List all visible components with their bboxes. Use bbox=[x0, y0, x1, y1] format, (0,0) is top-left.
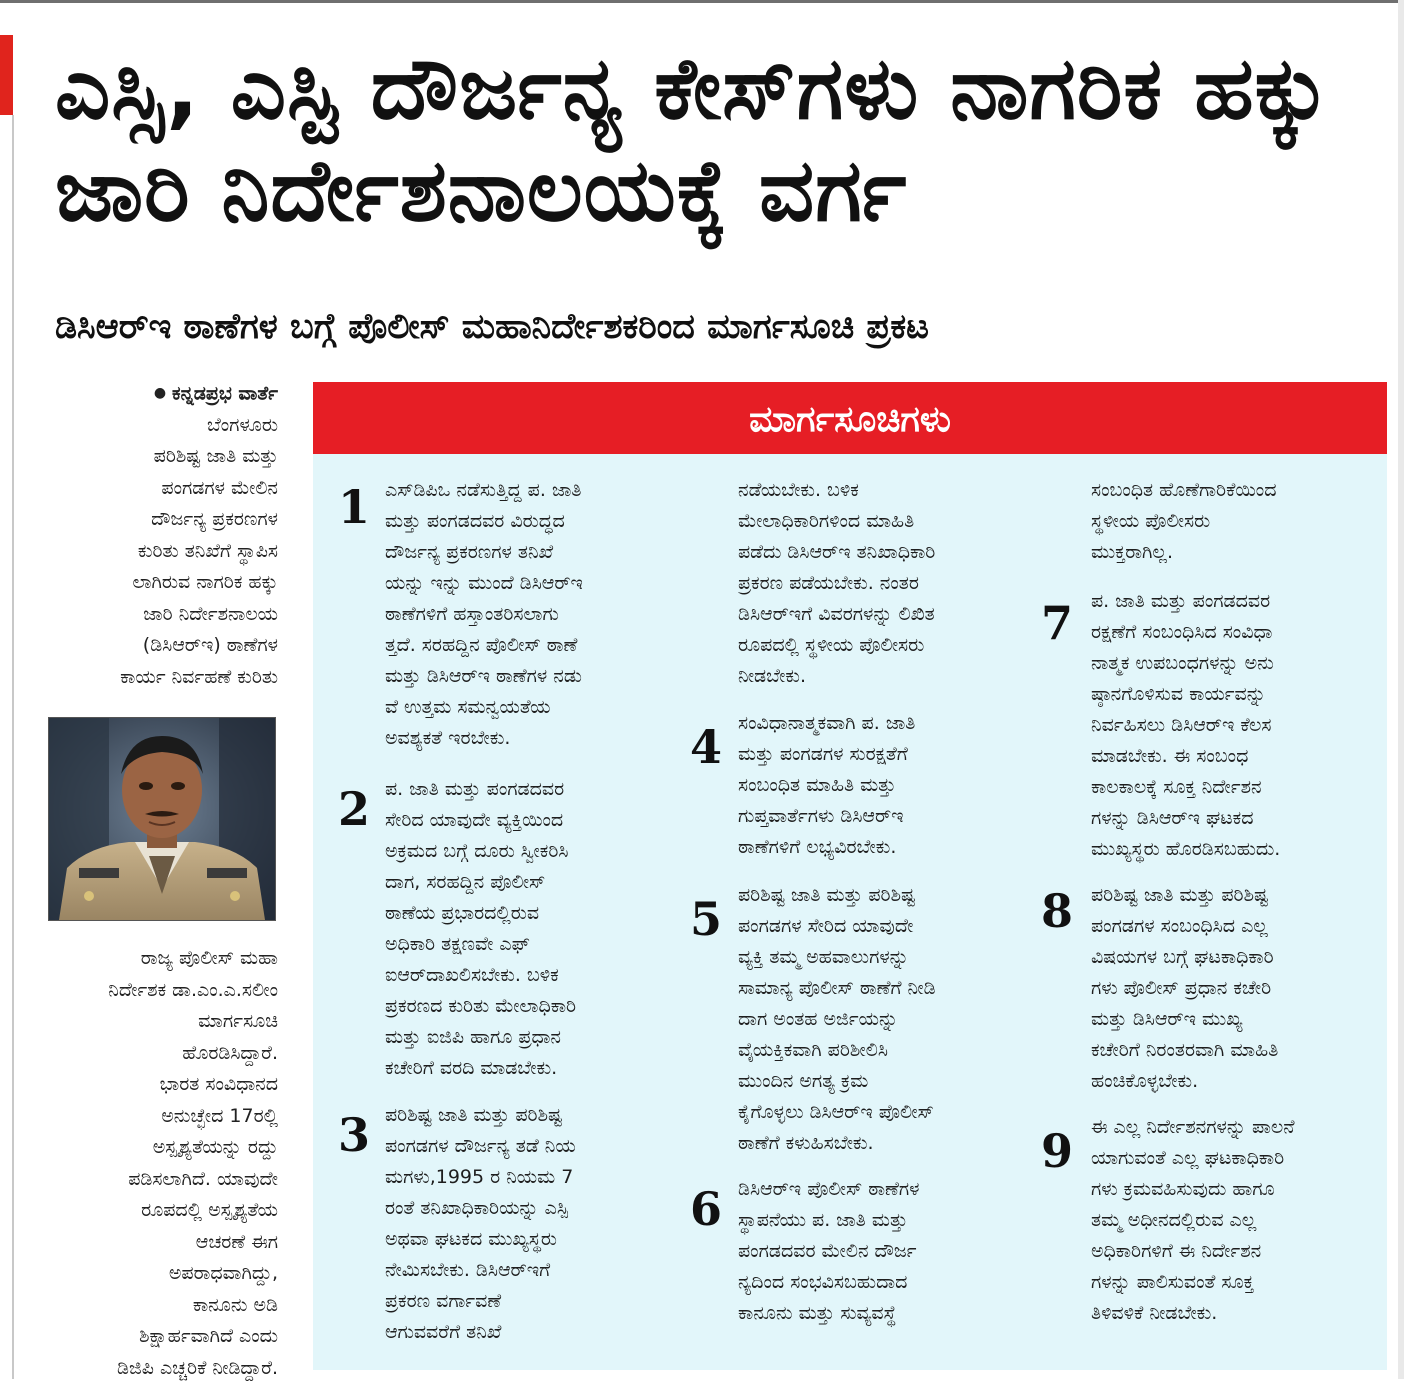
page-edge bbox=[1398, 0, 1404, 1379]
body-column bbox=[40, 943, 278, 1384]
headline: ಎಸ್ಸಿ, ಎಸ್ಟಿ ದೌರ್ಜನ್ಯ ಕೇಸ್‌ಗಳು ನಾಗರಿಕ ಹಕ್ಕು ಜಾರಿ ನಿರ್ದೇಶನಾಲಯಕ್ಕೆ ವರ್ಗ bbox=[55, 38, 1385, 242]
guideline-number: 1 bbox=[338, 482, 370, 532]
guideline-number: 8 bbox=[1041, 886, 1073, 936]
guideline-text: ಪರಿಶಿಷ್ಟ ಜಾತಿ ಮತ್ತು ಪರಿಶಿಷ್ಟ ಪಂಗಡಗಳ ದೌರ್ಜನ್ಯ ತಡೆ ನಿಯ ಮಗಳು,1995 ರ ನಿಯಮ 7 ರಂತೆ ತನಿಖಾಧಿಕಾರಿಯನ್ನು ಎಸ್ಪಿ ಅಥವಾ ಘಟಕದ ಮುಖ್ಯಸ್ಥರು ನೇಮಿಸಬೇಕು. ಡಿಸಿಆರ್‌ಇಗೆ ಪ್ರಕರಣ ವರ್ಗಾವಣೆ ಆಗುವವರೆಗೆ ತನಿಖೆ bbox=[385, 1100, 675, 1348]
bullet-icon: ● bbox=[154, 385, 166, 401]
left-margin-rule bbox=[12, 115, 14, 1379]
intro-line: ಪರಿಶಿಷ್ಟ ಜಾತಿ ಮತ್ತು bbox=[40, 441, 278, 473]
intro-text bbox=[40, 441, 278, 693]
body-line: ರಾಜ್ಯ ಪೊಲೀಸ್ ಮಹಾ bbox=[40, 943, 278, 975]
guideline-text: ಪರಿಶಿಷ್ಟ ಜಾತಿ ಮತ್ತು ಪರಿಶಿಷ್ಟ ಪಂಗಡಗಳ ಸೇರಿದ ಯಾವುದೇ ವ್ಯಕ್ತಿ ತಮ್ಮ ಅಹವಾಲುಗಳನ್ನು ಸಾಮಾನ್ಯ ಪೊಲೀಸ್ ಠಾಣೆಗೆ ನೀಡಿ ದಾಗ ಅಂತಹ ಅರ್ಜಿಯನ್ನು ವೈಯಕ್ತಿಕವಾಗಿ ಪರಿಶೀಲಿಸಿ ಮುಂದಿನ ಅಗತ್ಯ ಕ್ರಮ ಕೈಗೊಳ್ಳಲು ಡಿಸಿಆರ್‌ಇ ಪೊಲೀಸ್ ಠಾಣೆಗೆ ಕಳುಹಿಸಬೇಕು. bbox=[738, 880, 1028, 1159]
guidelines-box bbox=[313, 382, 1387, 1370]
guideline-number: 6 bbox=[690, 1184, 722, 1234]
body-line: ರೂಪದಲ್ಲಿ ಅಸ್ಪೃಶ್ಯತೆಯ bbox=[40, 1195, 278, 1227]
intro-line: ಲಾಗಿರುವ ನಾಗರಿಕ ಹಕ್ಕು bbox=[40, 567, 278, 599]
body-line: ಆಚರಣೆ ಈಗ bbox=[40, 1227, 278, 1259]
intro-line: ದೌರ್ಜನ್ಯ ಪ್ರಕರಣಗಳ bbox=[40, 504, 278, 536]
guideline-number: 3 bbox=[338, 1110, 370, 1160]
guidelines-title: ಮಾರ್ಗಸೂಚಿಗಳು bbox=[313, 382, 1387, 454]
intro-column bbox=[40, 378, 278, 693]
body-line: ಪಡಿಸಲಾಗಿದೆ. ಯಾವುದೇ bbox=[40, 1164, 278, 1196]
guideline-text: ಪರಿಶಿಷ್ಟ ಜಾತಿ ಮತ್ತು ಪರಿಶಿಷ್ಟ ಪಂಗಡಗಳ ಸಂಬಂಧಿಸಿದ ಎಲ್ಲ ವಿಷಯಗಳ ಬಗ್ಗೆ ಘಟಕಾಧಿಕಾರಿ ಗಳು ಪೊಲೀಸ್ ಪ್ರಧಾನ ಕಚೇರಿ ಮತ್ತು ಡಿಸಿಆರ್‌ಇ ಮುಖ್ಯ ಕಚೇರಿಗೆ ನಿರಂತರವಾಗಿ ಮಾಹಿತಿ ಹಂಚಿಕೊಳ್ಳಬೇಕು. bbox=[1091, 880, 1381, 1097]
guideline-number: 5 bbox=[690, 894, 722, 944]
dateline: ಬೆಂಗಳೂರು bbox=[40, 410, 278, 442]
intro-line: ಜಾರಿ ನಿರ್ದೇಶನಾಲಯ bbox=[40, 599, 278, 631]
body-line: ಮಾರ್ಗಸೂಚಿ bbox=[40, 1006, 278, 1038]
guideline-number: 7 bbox=[1041, 598, 1073, 648]
body-line: ಭಾರತ ಸಂವಿಧಾನದ bbox=[40, 1069, 278, 1101]
body-line: ಡಿಜಿಪಿ ಎಚ್ಚರಿಕೆ ನೀಡಿದ್ದಾರೆ. bbox=[40, 1353, 278, 1384]
guideline-text: ಪ. ಜಾತಿ ಮತ್ತು ಪಂಗಡದವರ ರಕ್ಷಣೆಗೆ ಸಂಬಂಧಿಸಿದ ಸಂವಿಧಾ ನಾತ್ಮಕ ಉಪಬಂಧಗಳನ್ನು ಅನು ಷ್ಠಾನಗೊಳಿಸುವ ಕಾರ್ಯವನ್ನು ನಿರ್ವಹಿಸಲು ಡಿಸಿಆರ್‌ಇ ಕೆಲಸ ಮಾಡಬೇಕು. ಈ ಸಂಬಂಧ ಕಾಲಕಾಲಕ್ಕೆ ಸೂಕ್ತ ನಿರ್ದೇಶನ ಗಳನ್ನು ಡಿಸಿಆರ್‌ಇ ಘಟಕದ ಮುಖ್ಯಸ್ಥರು ಹೊರಡಿಸಬಹುದು. bbox=[1091, 586, 1381, 865]
guideline-number: 9 bbox=[1041, 1126, 1073, 1176]
body-line: ಶಿಕ್ಷಾರ್ಹವಾಗಿದೆ ಎಂದು bbox=[40, 1321, 278, 1353]
section-marker bbox=[0, 35, 13, 115]
body-line: ಅನುಚ್ಛೇದ 17ರಲ್ಲಿ bbox=[40, 1101, 278, 1133]
intro-line: (ಡಿಸಿಆರ್‌ಇ) ಠಾಣೆಗಳ bbox=[40, 630, 278, 662]
guideline-number: 4 bbox=[690, 722, 722, 772]
body-line: ಕಾನೂನು ಅಡಿ bbox=[40, 1290, 278, 1322]
subheadline: ಡಿಸಿಆರ್‌ಇ ಠಾಣೆಗಳ ಬಗ್ಗೆ ಪೊಲೀಸ್ ಮಹಾನಿರ್ದೇಶಕರಿಂದ ಮಾರ್ಗಸೂಚಿ ಪ್ರಕಟ bbox=[55, 298, 1385, 356]
intro-line: ಕಾರ್ಯ ನಿರ್ವಹಣೆ ಕುರಿತು bbox=[40, 662, 278, 694]
body-text bbox=[40, 943, 278, 1384]
guideline-text: ಎಸ್‌ಡಿಪಿಒ ನಡೆಸುತ್ತಿದ್ದ ಪ. ಜಾತಿ ಮತ್ತು ಪಂಗಡದವರ ವಿರುದ್ಧದ ದೌರ್ಜನ್ಯ ಪ್ರಕರಣಗಳ ತನಿಖೆ ಯನ್ನು ಇನ್ನು ಮುಂದೆ ಡಿಸಿಆರ್‌ಇ ಠಾಣೆಗಳಿಗೆ ಹಸ್ತಾಂತರಿಸಲಾಗು ತ್ತದೆ. ಸರಹದ್ದಿನ ಪೊಲೀಸ್ ಠಾಣೆ ಮತ್ತು ಡಿಸಿಆರ್‌ಇ ಠಾಣೆಗಳ ನಡು ವೆ ಉತ್ತಮ ಸಮನ್ವಯತೆಯ ಅವಶ್ಯಕತೆ ಇರಬೇಕು. bbox=[385, 475, 675, 754]
intro-line: ಪಂಗಡಗಳ ಮೇಲಿನ bbox=[40, 473, 278, 505]
byline-text: ಕನ್ನಡಪ್ರಭ ವಾರ್ತೆ bbox=[172, 382, 278, 404]
body-line: ನಿರ್ದೇಶಕ ಡಾ.ಎಂ.ಎ.ಸಲೀಂ bbox=[40, 975, 278, 1007]
guideline-text: ಈ ಎಲ್ಲ ನಿರ್ದೇಶನಗಳನ್ನು ಪಾಲನೆ ಯಾಗುವಂತೆ ಎಲ್ಲ ಘಟಕಾಧಿಕಾರಿ ಗಳು ಕ್ರಮವಹಿಸುವುದು ಹಾಗೂ ತಮ್ಮ ಅಧೀನದಲ್ಲಿರುವ ಎಲ್ಲ ಅಧಿಕಾರಿಗಳಿಗೆ ಈ ನಿರ್ದೇಶನ ಗಳನ್ನು ಪಾಲಿಸುವಂತೆ ಸೂಕ್ತ ತಿಳಿವಳಿಕೆ ನೀಡಬೇಕು. bbox=[1091, 1112, 1381, 1329]
guideline-text: ಸಂವಿಧಾನಾತ್ಮಕವಾಗಿ ಪ. ಜಾತಿ ಮತ್ತು ಪಂಗಡಗಳ ಸುರಕ್ಷತೆಗೆ ಸಂಬಂಧಿತ ಮಾಹಿತಿ ಮತ್ತು ಗುಪ್ತವಾರ್ತೆಗಳು ಡಿಸಿಆರ್‌ಇ ಠಾಣೆಗಳಿಗೆ ಲಭ್ಯವಿರಬೇಕು. bbox=[738, 708, 1028, 863]
body-line: ಅಸ್ಪೃಶ್ಯತೆಯನ್ನು ರದ್ದು bbox=[40, 1132, 278, 1164]
dgp-portrait-photo bbox=[48, 717, 276, 921]
top-border bbox=[0, 0, 1404, 3]
guideline-number: 2 bbox=[338, 784, 370, 834]
guideline-text: ಸಂಬಂಧಿತ ಹೊಣೆಗಾರಿಕೆಯಿಂದ ಸ್ಥಳೀಯ ಪೊಲೀಸರು ಮುಕ್ತರಾಗಿಲ್ಲ. bbox=[1091, 475, 1381, 568]
guideline-text: ಡಿಸಿಆರ್‌ಇ ಪೊಲೀಸ್ ಠಾಣೆಗಳ ಸ್ಥಾಪನೆಯು ಪ. ಜಾತಿ ಮತ್ತು ಪಂಗಡದವರ ಮೇಲಿನ ದೌರ್ಜ ನ್ಯದಿಂದ ಸಂಭವಿಸಬಹುದಾದ ಕಾನೂನು ಮತ್ತು ಸುವ್ಯವಸ್ಥೆ bbox=[738, 1174, 1028, 1329]
body-line: ಹೊರಡಿಸಿದ್ದಾರೆ. bbox=[40, 1038, 278, 1070]
intro-line: ಕುರಿತು ತನಿಖೆಗೆ ಸ್ಥಾಪಿಸ bbox=[40, 536, 278, 568]
guideline-text: ಪ. ಜಾತಿ ಮತ್ತು ಪಂಗಡದವರ ಸೇರಿದ ಯಾವುದೇ ವ್ಯಕ್ತಿಯಿಂದ ಅಕ್ರಮದ ಬಗ್ಗೆ ದೂರು ಸ್ವೀಕರಿಸಿ ದಾಗ, ಸರಹದ್ದಿನ ಪೊಲೀಸ್ ಠಾಣೆಯ ಪ್ರಭಾರದಲ್ಲಿರುವ ಅಧಿಕಾರಿ ತಕ್ಷಣವೇ ಎಫ್ ಐಆರ್‌ದಾಖಲಿಸಬೇಕು. ಬಳಿಕ ಪ್ರಕರಣದ ಕುರಿತು ಮೇಲಾಧಿಕಾರಿ ಮತ್ತು ಐಜಿಪಿ ಹಾಗೂ ಪ್ರಧಾನ ಕಚೇರಿಗೆ ವರದಿ ಮಾಡಬೇಕು. bbox=[385, 774, 675, 1084]
byline bbox=[40, 378, 278, 410]
body-line: ಅಪರಾಧವಾಗಿದ್ದು, bbox=[40, 1258, 278, 1290]
guideline-text: ನಡೆಯಬೇಕು. ಬಳಿಕ ಮೇಲಾಧಿಕಾರಿಗಳಿಂದ ಮಾಹಿತಿ ಪಡೆದು ಡಿಸಿಆರ್‌ಇ ತನಿಖಾಧಿಕಾರಿ ಪ್ರಕರಣ ಪಡೆಯಬೇಕು. ನಂತರ ಡಿಸಿಆರ್‌ಇಗೆ ವಿವರಗಳನ್ನು ಲಿಖಿತ ರೂಪದಲ್ಲಿ ಸ್ಥಳೀಯ ಪೊಲೀಸರು ನೀಡಬೇಕು. bbox=[738, 475, 1028, 692]
